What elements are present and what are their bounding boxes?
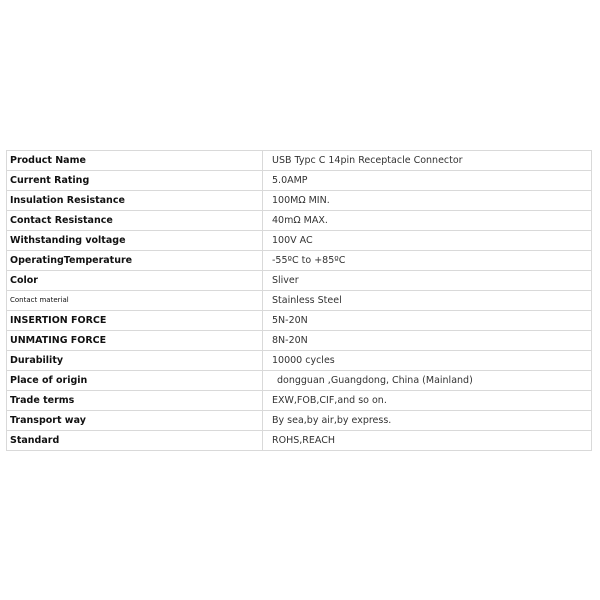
spec-value: USB Typc C 14pin Receptacle Connector bbox=[263, 151, 592, 171]
spec-label: OperatingTemperature bbox=[7, 251, 263, 271]
spec-value: 100V AC bbox=[263, 231, 592, 251]
spec-value: Stainless Steel bbox=[263, 291, 592, 311]
table-row bbox=[7, 431, 592, 451]
spec-label: INSERTION FORCE bbox=[7, 311, 263, 331]
spec-value: EXW,FOB,CIF,and so on. bbox=[263, 391, 592, 411]
spec-label: Place of origin bbox=[7, 371, 263, 391]
table-row bbox=[7, 271, 592, 291]
spec-value: dongguan ,Guangdong, China (Mainland) bbox=[263, 371, 592, 391]
table-row bbox=[7, 191, 592, 211]
table-row bbox=[7, 411, 592, 431]
spec-value: 40mΩ MAX. bbox=[263, 211, 592, 231]
spec-value: 5.0AMP bbox=[263, 171, 592, 191]
table-row bbox=[7, 311, 592, 331]
spec-label: Insulation Resistance bbox=[7, 191, 263, 211]
spec-label: Transport way bbox=[7, 411, 263, 431]
spec-value: ROHS,REACH bbox=[263, 431, 592, 451]
spec-label: Color bbox=[7, 271, 263, 291]
spec-label: Contact material bbox=[7, 291, 263, 311]
spec-value: 10000 cycles bbox=[263, 351, 592, 371]
table-row bbox=[7, 371, 592, 391]
table-row bbox=[7, 251, 592, 271]
table-row bbox=[7, 231, 592, 251]
spec-value: 8N-20N bbox=[263, 331, 592, 351]
spec-label: Current Rating bbox=[7, 171, 263, 191]
spec-value: Sliver bbox=[263, 271, 592, 291]
spec-value: 5N-20N bbox=[263, 311, 592, 331]
spec-label: Contact Resistance bbox=[7, 211, 263, 231]
table-row bbox=[7, 391, 592, 411]
spec-label: Withstanding voltage bbox=[7, 231, 263, 251]
table-row bbox=[7, 171, 592, 191]
table-row bbox=[7, 151, 592, 171]
spec-label: Standard bbox=[7, 431, 263, 451]
spec-label: Product Name bbox=[7, 151, 263, 171]
table-row bbox=[7, 351, 592, 371]
spec-table bbox=[6, 150, 592, 451]
spec-label: Durability bbox=[7, 351, 263, 371]
spec-value: By sea,by air,by express. bbox=[263, 411, 592, 431]
table-row bbox=[7, 291, 592, 311]
spec-label: UNMATING FORCE bbox=[7, 331, 263, 351]
spec-value: -55ºC to +85ºC bbox=[263, 251, 592, 271]
table-row bbox=[7, 331, 592, 351]
spec-label: Trade terms bbox=[7, 391, 263, 411]
spec-value: 100MΩ MIN. bbox=[263, 191, 592, 211]
table-row bbox=[7, 211, 592, 231]
